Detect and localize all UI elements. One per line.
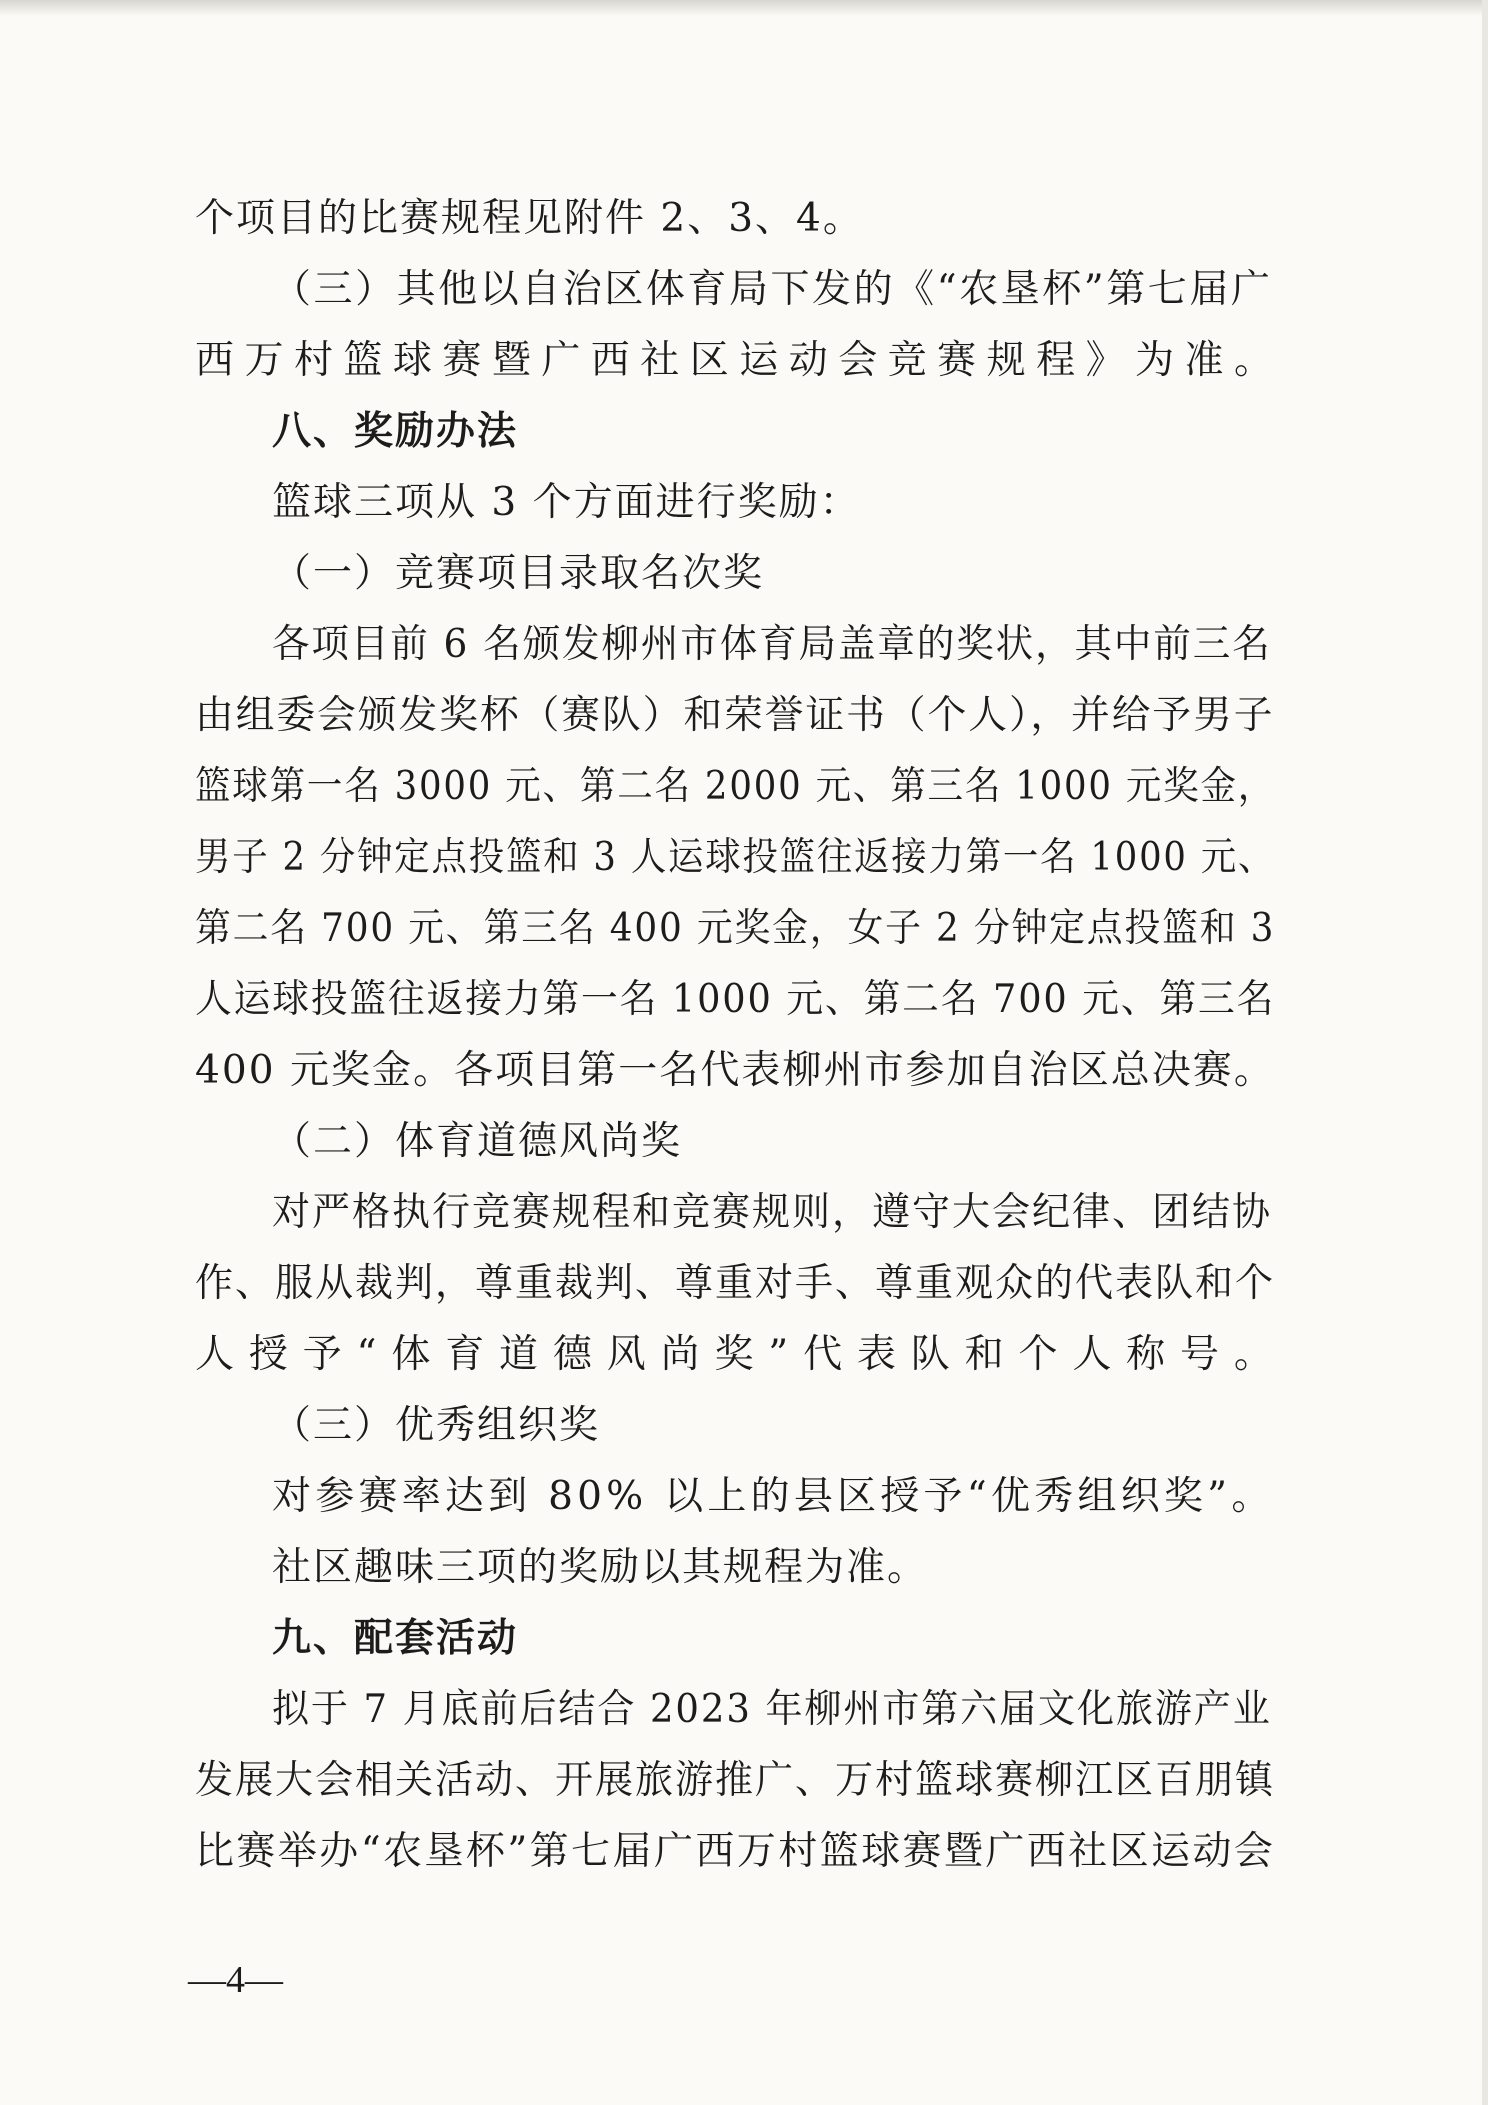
- body-line: 作、服从裁判，尊重裁判、尊重对手、尊重观众的代表队和个: [195, 1261, 1276, 1306]
- body-line: 各项目前 6 名颁发柳州市体育局盖章的奖状，其中前三名: [272, 622, 1272, 667]
- body-line: 由组委会颁发奖杯（赛队）和荣誉证书（个人），并给予男子: [195, 693, 1275, 738]
- subsection-heading: （一）竞赛项目录取名次奖: [272, 551, 765, 596]
- scan-edge-right: [1482, 0, 1488, 2105]
- body-line: 第二名 700 元、第三名 400 元奖金，女子 2 分钟定点投篮和 3: [195, 906, 1276, 951]
- section-heading: 九、配套活动: [272, 1616, 519, 1661]
- body-line: 对严格执行竞赛规程和竞赛规则，遵守大会纪律、团结协: [272, 1190, 1273, 1235]
- body-line: 人运球投篮往返接力第一名 1000 元、第二名 700 元、第三名: [195, 977, 1276, 1022]
- subsection-heading: （二）体育道德风尚奖: [272, 1119, 683, 1164]
- page-number: —4—: [188, 1959, 283, 2001]
- subsection-heading: （三）优秀组织奖: [272, 1403, 601, 1448]
- body-line: 个项目的比赛规程见附件 2、3、4。: [195, 196, 864, 241]
- body-line: 男子 2 分钟定点投篮和 3 人运球投篮往返接力第一名 1000 元、: [195, 835, 1276, 880]
- scan-edge-top: [0, 0, 1488, 16]
- body-line: 人授予“体育道德风尚奖”代表队和个人称号。: [195, 1332, 1288, 1377]
- body-line: 拟于 7 月底前后结合 2023 年柳州市第六届文化旅游产业: [272, 1687, 1272, 1732]
- body-line: 篮球第一名 3000 元、第二名 2000 元、第三名 1000 元奖金，: [195, 764, 1276, 809]
- body-line: 400 元奖金。各项目第一名代表柳州市参加自治区总决赛。: [195, 1048, 1275, 1093]
- body-line: （三）其他以自治区体育局下发的《“农垦杯”第七届广: [272, 267, 1273, 312]
- body-line: 篮球三项从 3 个方面进行奖励：: [272, 480, 861, 525]
- body-line: 对参赛率达到 80% 以上的县区授予“优秀组织奖”。: [272, 1474, 1275, 1519]
- body-line: 西万村篮球赛暨广西社区运动会竞赛规程》为准。: [195, 338, 1284, 383]
- body-line: 比赛举办“农垦杯”第七届广西万村篮球赛暨广西社区运动会: [195, 1829, 1276, 1874]
- body-line: 发展大会相关活动、开展旅游推广、万村篮球赛柳江区百朋镇: [195, 1758, 1276, 1803]
- section-heading: 八、奖励办法: [272, 409, 519, 454]
- body-line: 社区趣味三项的奖励以其规程为准。: [272, 1545, 929, 1590]
